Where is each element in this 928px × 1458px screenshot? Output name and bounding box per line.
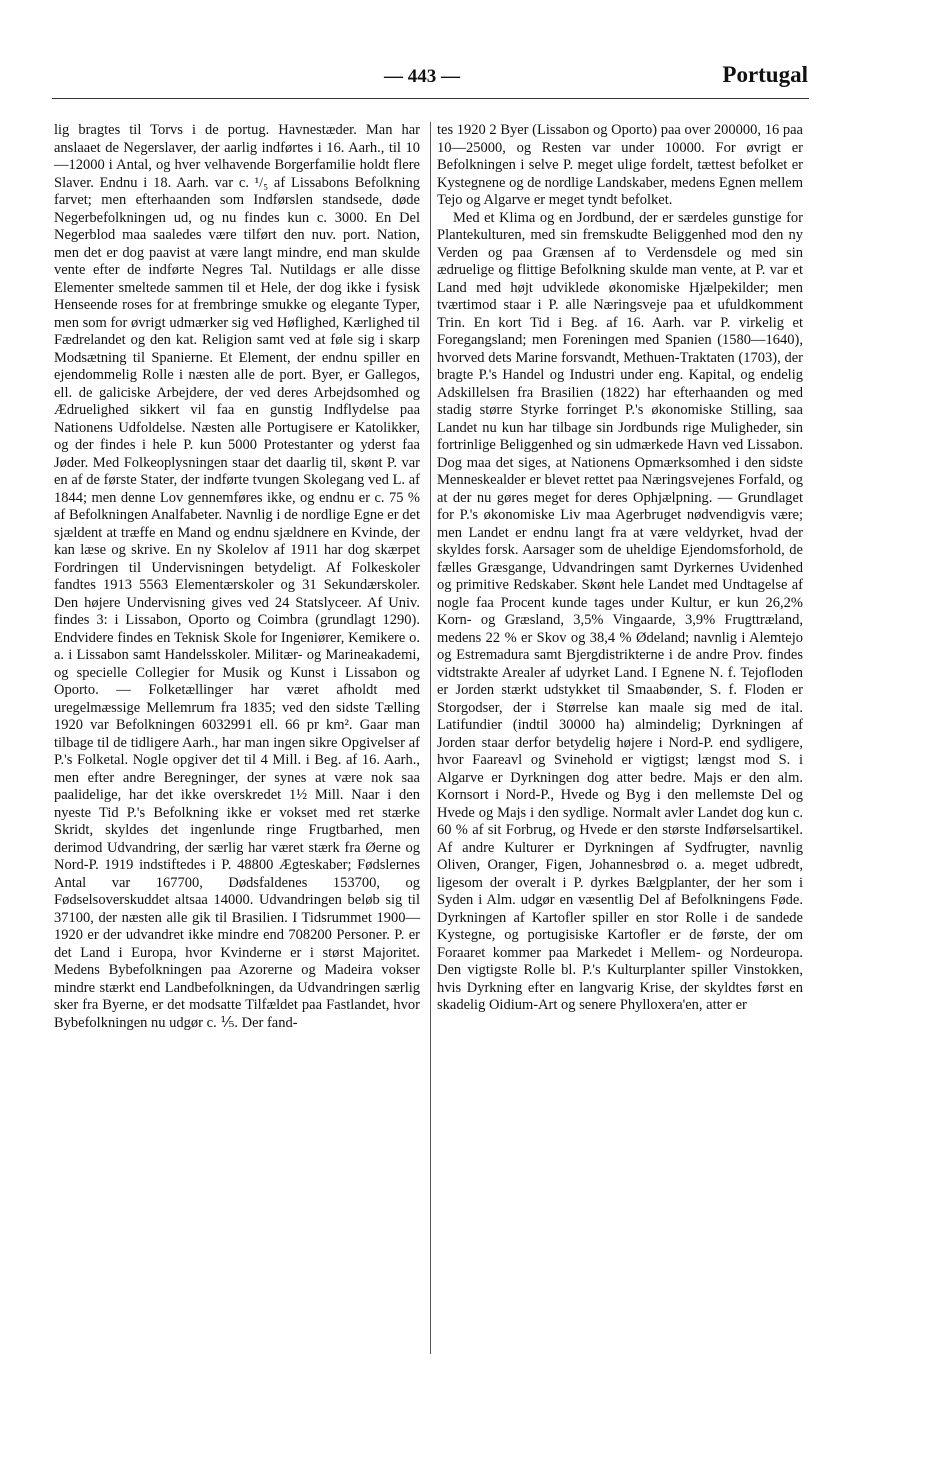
column-divider [430, 122, 431, 1354]
header-rule [52, 98, 809, 99]
left-column [54, 122, 420, 1032]
right-paragraph-1: tes 1920 2 Byer (Lissabon og Oporto) paa over 200000, 16 paa 10—25000, og Resten var under 10000. For øvrigt er Befolkningen i selve P. meget ulige fordelt, tættest befolket er Kystegnene og de nordlige Landskaber, medens Egnen mellem Tejo og Algarve er meget tyndt befolket. [437, 122, 803, 208]
right-paragraph-2: Med et Klima og en Jordbund, der er særdeles gunstige for Plantekulturen, med sin fremskudte Beliggenhed mod den ny Verden og paa Grænsen af to Verdensdele og med sin ædruelige og flittige Befolkning skulde man vente, at P. var et Land med højt udviklede økonomiske Hjælpekilder; men tværtimod staar i P. alle Næringsveje paa et ufuldkomment Trin. En kort Tid i Beg. af 16. Aarh. var P. virkelig et Foregangsland; men Foreningen med Spanien (1580—1640), hvorved dets Marine forsvandt, Methuen-Traktaten (1703), der bragte P.'s Handel og Industri under eng. Kapital, og endelig Adskillelsen fra Brasilien (1822) har efterhaanden og med stadig større Styrke forringet P.'s økonomiske Stilling, saa Landet nu kun har tilbage sin Jordbunds rige Muligheder, sin fortrinlige Beliggenhed og sin udmærkede Havn ved Lissabon. Dog maa det siges, at Nationens Opmærksomhed i den sidste Menneskealder er blevet rettet paa Næringsvejenes Forfald, og at der nu gøres meget for deres Ophjælpning. — Grundlaget for P.'s økonomiske Liv maa Agerbruget nødvendigvis være; men Landet er endnu langt fra at være veldyrket, hvad der skyldes forsk. Aarsager som de uheldige Ejendomsforhold, de fælles Græsgange, Udvandringen samt Dyrkernes Uvidenhed og primitive Redskaber. Skønt hele Landet med Undtagelse af nogle faa Procent kunde tages under Kultur, er kun 26,2% Korn- og Græsland, 3,5% Vingaarde, 3,9% Frugttræland, medens 22 % er Skov og 38,4 % Ødeland; navnlig i Alemtejo og Estremadura samt Bjergdistrikterne i de andre Prov. findes vidtstrakte Arealer af udyrket Land. I Egnene N. f. Tejofloden er Jorden stærkt udstykket til Smaabønder, S. f. Floden er Storgodser, der i Størrelse kan maale sig med de ital. Latifundier (indtil 30000 ha) almindelig; Dyrkningen af Jorden staar derfor betydelig højere i Nord-P. end sydligere, hvor Faareavl og Svinehold er vigtigst; længst mod S. i Algarve er Dyrkningen dog atter bedre. Majs er den alm. Kornsort i Nord-P., Hvede og Byg i den mellemste Del og Hvede og Majs i den sydlige. Normalt avler Landet dog kun c. 60 % af sit Forbrug, og Hvede er den største Indførselsartikel. Af andre Kulturer er Dyrkningen af Sydfrugter, navnlig Oliven, Oranger, Figen, Johannesbrød o. a. meget udbredt, ligesom der overalt i P. dyrkes Bælgplanter, der her som i Syden i Alm. udgør en væsentlig Del af Befolkningens Føde. Dyrkningen af Kartofler spiller en stor Rolle i de sandede Kystegne, og portugisiske Kartofler er de første, der om Foraaret kommer paa Markedet i Mellem- og Nordeuropa. Den vigtigste Rolle bl. P.'s Kulturplanter spiller Vinstokken, hvis Dyrkning efter en langvarig Krise, der skyldtes først en skadelig Oidium-Art og senere Phylloxera'en, atter er [437, 209, 803, 1013]
page-number: — 443 — [384, 66, 460, 87]
right-column [437, 122, 803, 1015]
left-paragraph: lig bragtes til Torvs i de portug. Havnestæder. Man har anslaaet de Negerslaver, der aarlig indførtes i 16. Aarh., til 10—12000 i Antal, og hver velhavende Borgerfamilie holdt flere Slaver. Endnu i 18. Aarh. var c. ¹/₅ af Lissabons Befolkning farvet; men efterhaanden som Indførslen standsede, døde Negerbefolkningen ud, og nu findes kun c. 3000. En Del Negerblod maa saaledes være tilført den nuv. port. Nation, men det er dog paavist at være langt mindre, end man skulde vente efter de indførte Negres Tal. Nutildags er alle disse Elementer smeltede sammen til et Hele, der dog ikke i fysisk Henseende roses for at frembringe smukke og elegante Typer, men som for øvrigt udmærker sig ved Høflighed, Kærlighed til Fædrelandet og den kat. Religion samt ved at føle sig i skarp Modsætning til Spanierne. Et Element, der endnu spiller en ejendommelig Rolle i næsten alle de port. Byer, er Gallegos, ell. de galiciske Arbejdere, der ved deres Arbejdsomhed og Ædruelighed sikkert vil faa en gunstig Indflydelse paa Nationens Udfoldelse. Næsten alle Portugisere er Katolikker, og der findes i hele P. kun 5000 Protestanter og yderst faa Jøder. Med Folkeoplysningen staar det daarlig til, skønt P. var en af de første Stater, der indførte tvungen Skolegang ved L. af 1844; men denne Lov gennemføres ikke, og endnu er c. 75 % af Befolkningen Analfabeter. Navnlig i de nordlige Egne er det sjældent at træffe en Mand og endnu sjældnere en Kvinde, der kan læse og skrive. En ny Skolelov af 1911 har dog skærpet Fordringen til Undervisningen betydeligt. Af Folkeskoler fandtes 1913 5563 Elementærskoler og 31 Sekundærskoler. Den højere Undervisning gives ved 24 Statslyceer. Af Univ. findes 3: i Lissabon, Oporto og Coimbra (grundlagt 1290). Endvidere findes en Teknisk Skole for Ingeniører, Kemikere o. a. i Lissabon samt Handelsskoler. Militær- og Marineakademi, og specielle Collegier for Musik og Kunst i Lissabon og Oporto. — Folketællinger har været afholdt med uregelmæssige Mellemrum fra 1835; ved den sidste Tælling 1920 var Befolkningen 6032991 ell. 66 pr km². Gaar man tilbage til de tidligere Aarh., har man ingen sikre Opgivelser af P.'s Folketal. Nogle opgiver det til 4 Mill. i Beg. af 16. Aarh., men efter andre Beregninger, der synes at være nok saa paalidelige, har det ikke overskredet 1½ Mill. Naar i den nyeste Tid P.'s Befolkning ikke er vokset med ret stærke Skridt, skyldes det ingenlunde ringe Frugtbarhed, men derimod Udvandring, der særlig har været stærk fra Øerne og Nord-P. 1919 indstiftedes i P. 48800 Ægteskaber; Fødslernes Antal var 167700, Dødsfaldenes 153700, og Fødselsoverskuddet altsaa 14000. Udvandringen beløb sig til 37100, der næsten alle gik til Brasilien. I Tidsrummet 1900—1920 er der udvandret ikke mindre end 708200 Personer. P. er det Land i Europa, hvor Kvinderne er i størst Majoritet. Medens Bybefolkningen paa Azorerne og Madeira vokser mindre stærkt end Landbefolkningen, da Udvandringen særlig sker fra Byerne, er det modsatte Tilfældet paa Fastlandet, hvor Bybefolkningen nu udgør c. ⅕. Der fand- [54, 122, 420, 1031]
running-title: Portugal [722, 62, 808, 87]
